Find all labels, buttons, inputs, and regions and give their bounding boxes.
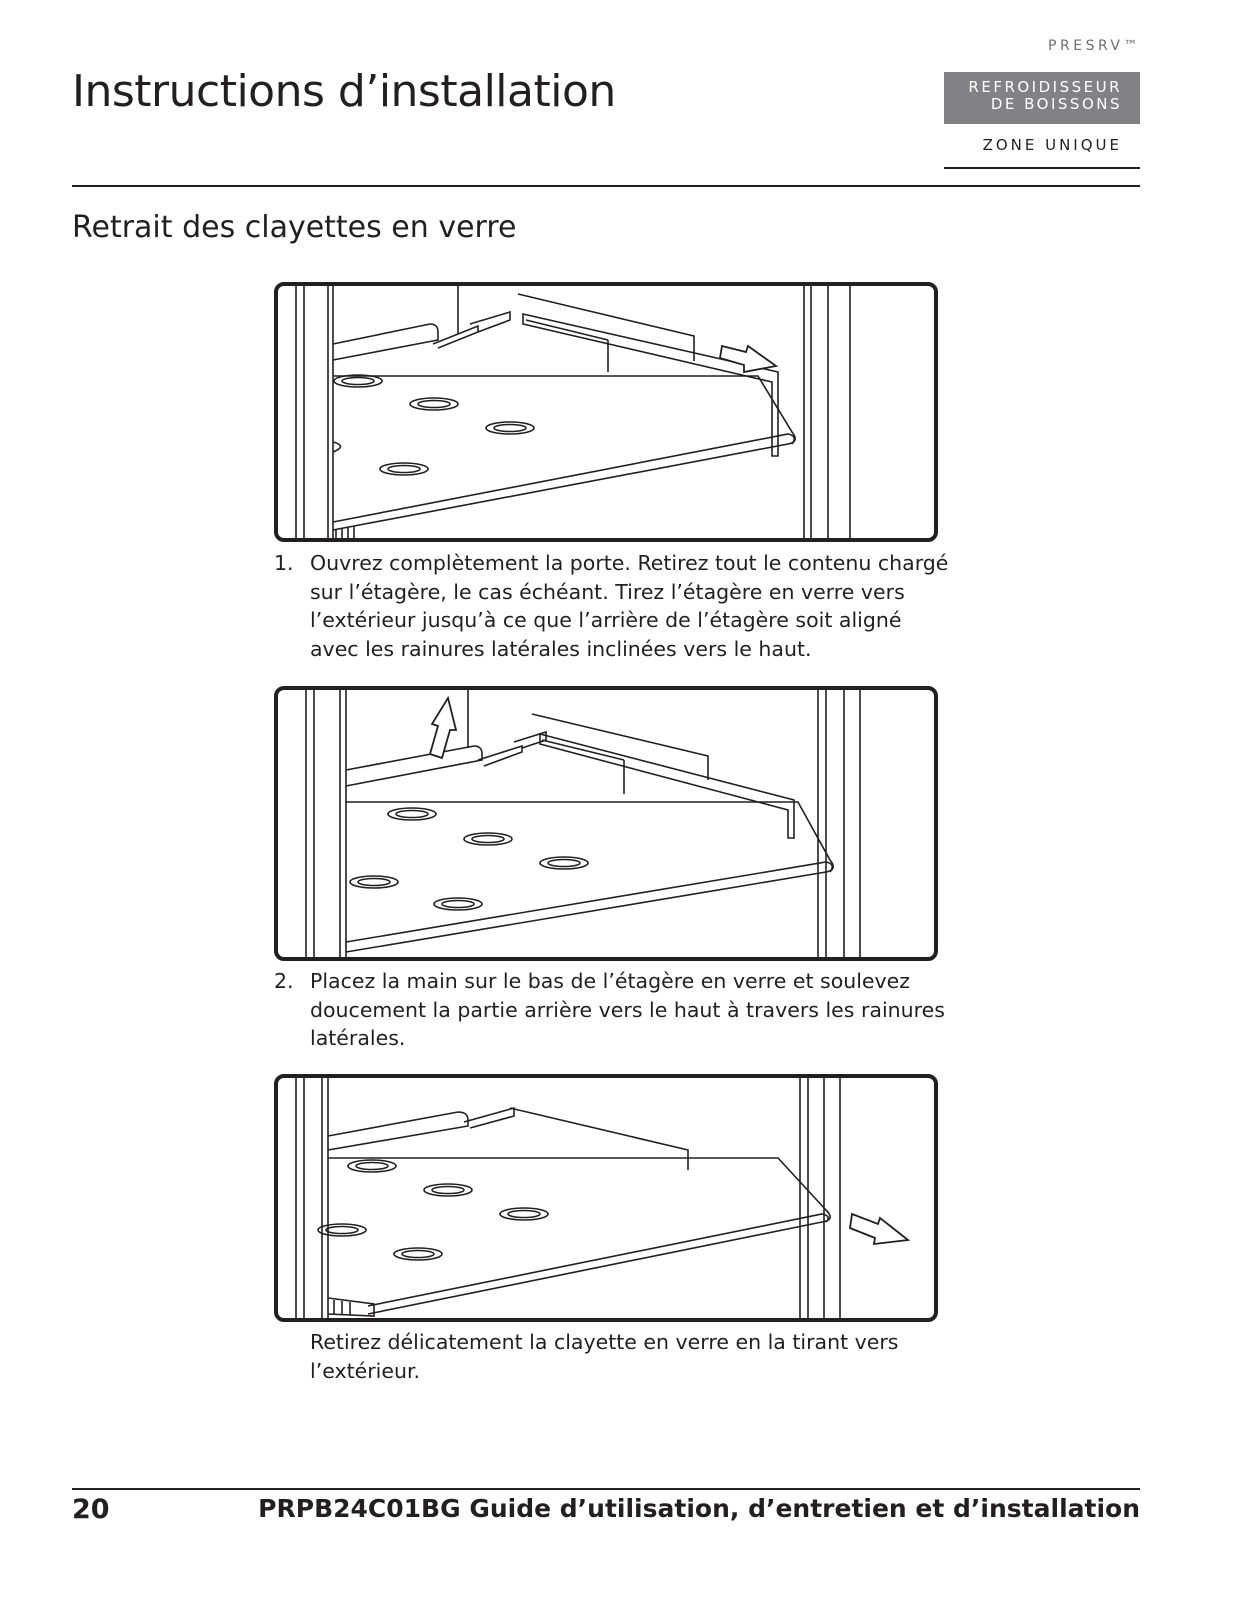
header-divider <box>72 185 1140 187</box>
zone-divider <box>944 167 1140 169</box>
product-type-line-1: REFROIDISSEUR <box>968 78 1122 96</box>
step-1-text: Ouvrez complètement la porte. Retirez tout le contenu chargé sur l’étagère, le cas échéant. Tirez l’étagère en verre vers l’extérieur jusqu’à ce que l’arrière de l’étagère soit aligné avec les rainures latérales inclinées vers le haut. <box>310 551 949 661</box>
product-type-line-2: DE BOISSONS <box>990 95 1122 113</box>
step-1 <box>274 549 954 663</box>
section-title: Retrait des clayettes en verre <box>72 210 517 245</box>
page-title: Instructions d’installation <box>72 66 616 117</box>
page-number: 20 <box>72 1494 110 1525</box>
product-type-badge <box>944 72 1140 124</box>
shelf-illustration-3 <box>278 1078 934 1318</box>
right-arrow-icon <box>720 346 776 372</box>
step-1-number: 1. <box>274 551 294 575</box>
figure-2-shelf-lift <box>274 686 938 961</box>
step-2 <box>274 967 954 1053</box>
brand-name: PRESRV™ <box>1048 38 1141 54</box>
document-title: PRPB24C01BG Guide d’utilisation, d’entretien et d’installation <box>258 1494 1140 1523</box>
step-3-text: Retirez délicatement la clayette en verre en la tirant vers l’extérieur. <box>310 1330 899 1383</box>
step-2-number: 2. <box>274 969 294 993</box>
shelf-illustration-1 <box>278 286 934 538</box>
shelf-illustration-2 <box>278 690 934 957</box>
step-2-text: Placez la main sur le bas de l’étagère en verre et soulevez doucement la partie arrière vers le haut à travers les rainures latérales. <box>310 969 945 1050</box>
zone-label: ZONE UNIQUE <box>982 136 1122 154</box>
figure-1-shelf-pull-out <box>274 282 938 542</box>
step-3 <box>274 1328 954 1385</box>
right-arrow-icon <box>850 1214 908 1244</box>
up-arrow-icon <box>430 698 456 758</box>
figure-3-shelf-removal <box>274 1074 938 1322</box>
footer-divider <box>72 1488 1140 1490</box>
